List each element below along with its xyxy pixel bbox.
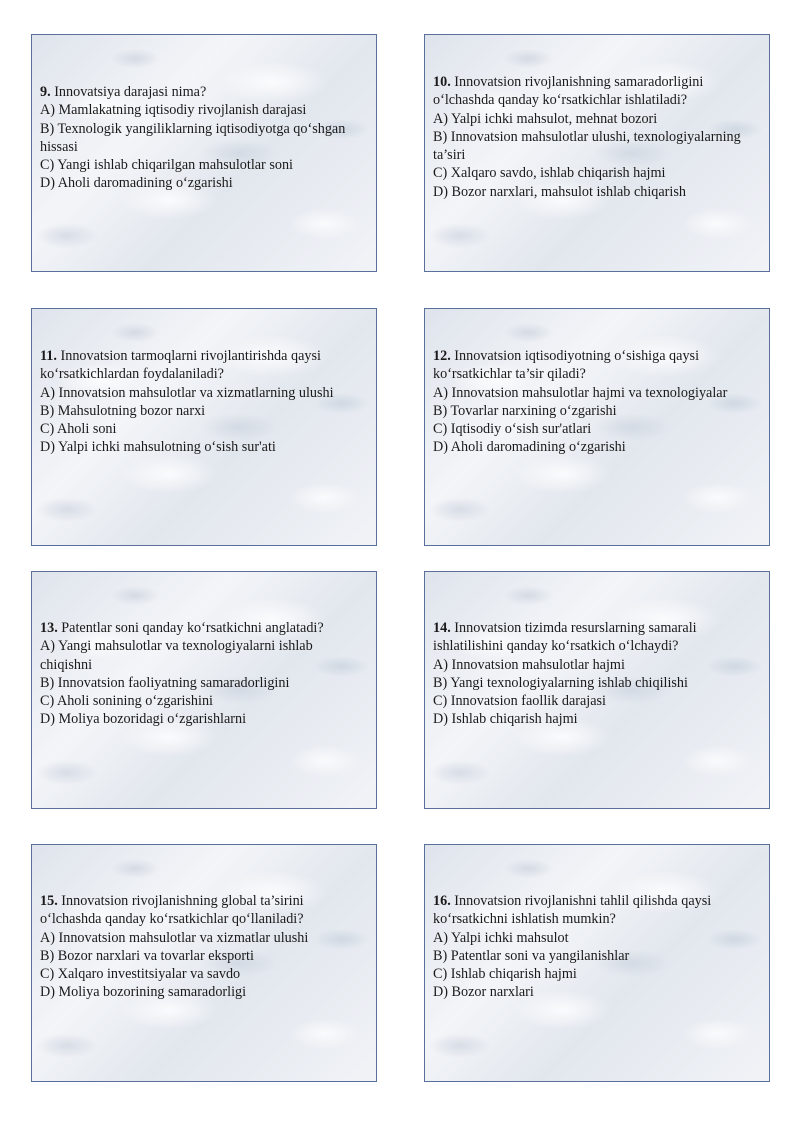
question-number: 15. [40, 893, 58, 909]
question-number: 9. [40, 84, 51, 100]
question-text: 10. Innovatsion rivojlanishning samaradorligini o‘lchashda qanday ko‘rsatkichlar ishlatiladi? [433, 74, 704, 109]
option-d: D) Moliya bozoridagi o‘zgarishlarni [40, 711, 247, 728]
question-text: 13. Patentlar soni qanday ko‘rsatkichni anglatadi? [40, 620, 324, 636]
question-card-16 [424, 844, 770, 1082]
question-number: 14. [433, 620, 451, 636]
option-c: C) Aholi soni [40, 421, 117, 438]
question-text: 15. Innovatsion rivojlanishning global ta’sirini o‘lchashda qanday ko‘rsatkichlar qo‘llaniladi? [40, 893, 304, 928]
question-block [40, 83, 368, 193]
option-c: C) Yangi ishlab chiqarilgan mahsulotlar soni [40, 157, 293, 174]
option-d: D) Aholi daromadining o‘zgarishi [433, 439, 626, 456]
option-d: D) Ishlab chiqarish hajmi [433, 711, 578, 728]
question-number: 11. [40, 348, 57, 364]
option-b: B) Bozor narxlari va tovarlar eksporti [40, 947, 254, 964]
option-a: A) Innovatsion mahsulotlar hajmi [433, 656, 625, 673]
option-a: A) Innovatsion mahsulotlar va xizmatlarning ulushi [40, 384, 334, 401]
question-number: 12. [433, 348, 451, 364]
question-text: 12. Innovatsion iqtisodiyotning o‘sishiga qaysi ko‘rsatkichlar ta’sir qiladi? [433, 348, 700, 383]
option-b: B) Innovatsion mahsulotlar ulushi, texnologiyalarning ta’siri [433, 128, 741, 164]
option-d: D) Yalpi ichki mahsulotning o‘sish sur'ati [40, 439, 276, 456]
option-c: C) Ishlab chiqarish hajmi [433, 966, 577, 983]
question-card-13 [31, 571, 377, 809]
question-block [433, 892, 761, 1002]
option-d: D) Moliya bozorining samaradorligi [40, 984, 247, 1001]
option-d: D) Aholi daromadining o‘zgarishi [40, 175, 233, 192]
question-block [40, 619, 368, 729]
option-c: C) Xalqaro investitsiyalar va savdo [40, 966, 241, 983]
option-a: A) Yalpi ichki mahsulot, mehnat bozori [433, 110, 658, 127]
option-d: D) Bozor narxlari [433, 984, 534, 1001]
option-c: C) Iqtisodiy o‘sish sur'atlari [433, 421, 592, 438]
question-card-10 [424, 34, 770, 272]
option-a: A) Innovatsion mahsulotlar va xizmatlar ulushi [40, 929, 309, 946]
option-c: C) Innovatsion faollik darajasi [433, 693, 606, 710]
question-card-11 [31, 308, 377, 546]
option-c: C) Aholi sonining o‘zgarishini [40, 693, 213, 710]
question-text: 9. Innovatsiya darajasi nima? [40, 84, 207, 100]
option-d: D) Bozor narxlari, mahsulot ishlab chiqarish [433, 183, 686, 200]
option-a: A) Yangi mahsulotlar va texnologiyalarni ishlab chiqishni [40, 638, 313, 673]
question-block [433, 619, 761, 729]
option-b: B) Yangi texnologiyalarning ishlab chiqilishi [433, 674, 688, 691]
question-number: 16. [433, 893, 451, 909]
option-c: C) Xalqaro savdo, ishlab chiqarish hajmi [433, 165, 666, 182]
option-a: A) Mamlakatning iqtisodiy rivojlanish darajasi [40, 102, 307, 119]
question-block [40, 347, 368, 457]
option-b: B) Tovarlar narxining o‘zgarishi [433, 402, 617, 419]
question-block [40, 892, 368, 1002]
question-card-15 [31, 844, 377, 1082]
question-number: 10. [433, 74, 451, 90]
question-block [433, 73, 761, 201]
question-card-12 [424, 308, 770, 546]
question-number: 13. [40, 620, 58, 636]
question-block [433, 347, 761, 457]
option-b: B) Texnologik yangiliklarning iqtisodiyotga qo‘shgan hissasi [40, 120, 346, 155]
question-card-9 [31, 34, 377, 272]
option-b: B) Mahsulotning bozor narxi [40, 402, 206, 419]
question-card-14 [424, 571, 770, 809]
question-text: 14. Innovatsion tizimda resurslarning samarali ishlatilishini qanday ko‘rsatkich o‘lchaydi? [433, 620, 697, 655]
option-b: B) Innovatsion faoliyatning samaradorligini [40, 674, 290, 691]
question-text: 11. Innovatsion tarmoqlarni rivojlantirishda qaysi ko‘rsatkichlardan foydalaniladi? [40, 348, 321, 383]
option-a: A) Innovatsion mahsulotlar hajmi va texnologiyalar [433, 384, 728, 401]
option-a: A) Yalpi ichki mahsulot [433, 929, 569, 946]
option-b: B) Patentlar soni va yangilanishlar [433, 947, 630, 964]
question-text: 16. Innovatsion rivojlanishni tahlil qilishda qaysi ko‘rsatkichni ishlatish mumkin? [433, 893, 712, 928]
